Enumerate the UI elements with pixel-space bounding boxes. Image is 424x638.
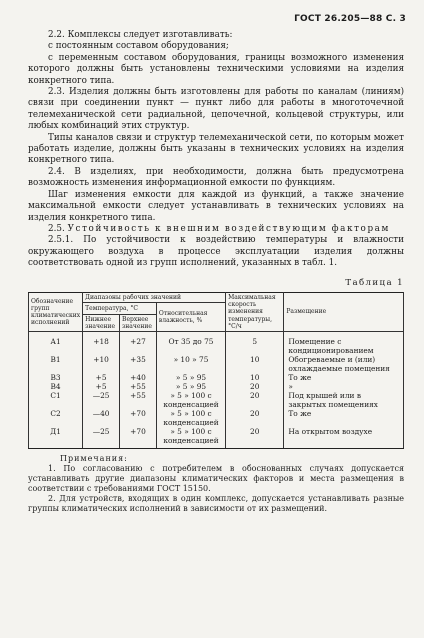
cell-rate: 10 [226,373,284,382]
cell-placement: Обогреваемые и (или) охлаждаемые помещения [284,355,404,373]
cell-group: В3 [29,373,83,382]
cell-upper: +55 [120,391,157,409]
cell-rate: 20 [226,427,284,449]
notes-block [28,454,404,514]
table-row [29,373,404,382]
cell-placement: » [284,382,404,391]
cell-rate: 20 [226,409,284,427]
cell-placement: То же [284,373,404,382]
header-placement: Размещение [284,292,404,331]
paragraph-2-5-1: 2.5.1. По устойчивости к воздействию температуры и влажности окружающего воздуха в процессе эксплуатации изделия должны соответствовать одной из групп исполнений, указанных в табл. 1. [28,235,404,269]
paragraph-2-4: 2.4. В изделиях, при необходимости, должна быть предусмотрена возможность изменения информационной емкости по функциям. [28,166,404,189]
cell-humidity: » 5 » 95 [156,382,225,391]
cell-lower: +5 [83,382,120,391]
cell-placement: То же [284,409,404,427]
table-row [29,355,404,373]
header-temperature: Температура, °С [83,303,157,314]
paragraph-channel-types: Типы каналов связи и структур телемеханической сети, по которым может работать изделие, должны быть указаны в технических условиях на изделия конкретного типа. [28,132,404,166]
cell-rate: 20 [226,382,284,391]
cell-group: В1 [29,355,83,373]
header-upper: Верхнее значение [120,314,157,331]
cell-rate: 10 [226,355,284,373]
cell-group: С1 [29,391,83,409]
table-row [29,382,404,391]
cell-rate: 20 [226,391,284,409]
cell-lower: +18 [83,331,120,355]
document-body [28,30,404,514]
cell-group: А1 [29,331,83,355]
note-2: 2. Для устройств, входящих в один комплекс, допускается устанавливать разные группы климатических исполнений в зависимости от их размещений. [28,493,404,513]
table-row [29,331,404,355]
climate-table [28,292,404,449]
cell-placement: Под крышей или в закрытых помещениях [284,391,404,409]
table-row [29,391,404,409]
paragraph-2-2: 2.2. Комплексы следует изготавливать: [48,30,233,40]
cell-upper: +55 [120,382,157,391]
header-rate: Максимальная скорость изменения температуры, °С/ч [226,292,284,331]
notes-title: Примечания: [60,453,128,463]
cell-placement: На открытом воздухе [284,427,404,449]
section-number: 2.5. [48,223,65,234]
header-ranges: Диапазоны рабочих значений [83,292,226,302]
section-heading-2-5 [28,224,404,235]
cell-upper: +40 [120,373,157,382]
paragraph-capacity-step: Шаг изменения емкости для каждой из функций, а также значение максимальной емкости следует устанавливать в технических условиях на изделия конкретного типа. [28,189,404,223]
section-title: Устойчивость к внешним воздействующим факторам [67,223,390,234]
cell-upper: +70 [120,427,157,449]
note-1: 1. По согласованию с потребителем в обоснованных случаях допускается устанавливать другие диапазоны климатических факторов и места размещения в соответствии с требованиями ГОСТ 15150. [28,463,404,493]
cell-lower: +10 [83,355,120,373]
table-row [29,409,404,427]
cell-humidity: » 5 » 100 с конденсацией [156,427,225,449]
cell-group: Д1 [29,427,83,449]
cell-rate: 5 [226,331,284,355]
cell-humidity: » 5 » 95 [156,373,225,382]
cell-humidity: » 10 » 75 [156,355,225,373]
cell-lower: +5 [83,373,120,382]
header-lower: Нижнее значение [83,314,120,331]
cell-group: В4 [29,382,83,391]
table-label: Таблица 1 [345,277,404,288]
cell-lower: —25 [83,391,120,409]
cell-upper: +70 [120,409,157,427]
cell-upper: +35 [120,355,157,373]
cell-group: С2 [29,409,83,427]
header-group: Обозначение групп климатических исполнений [29,292,83,331]
cell-humidity: » 5 » 100 с конденсацией [156,409,225,427]
table-row [29,427,404,449]
paragraph-2-3: 2.3. Изделия должны быть изготовлены для работы по каналам (линиям) связи при соединении пункт — пункт либо для работы в многоточечной телемеханической сети радиальной, цепочечной, кольцевой структуры, или любых комбинаций этих структур. [28,87,404,132]
cell-placement: Помещение с кондиционированием [284,331,404,355]
cell-lower: —25 [83,427,120,449]
paragraph-variable-composition: с переменным составом оборудования, границы возможного изменения которого должны быть установлены техническими условиями на изделия конкретного типа. [28,52,404,86]
paragraph-constant-composition: с постоянным составом оборудования; [48,41,229,52]
cell-lower: —40 [83,409,120,427]
header-humidity: Относительная влажность, % [156,303,225,332]
cell-humidity: От 35 до 75 [156,331,225,355]
cell-upper: +27 [120,331,157,355]
page-header: ГОСТ 26.205—88 С. 3 [294,14,406,24]
cell-humidity: » 5 » 100 с конденсацией [156,391,225,409]
